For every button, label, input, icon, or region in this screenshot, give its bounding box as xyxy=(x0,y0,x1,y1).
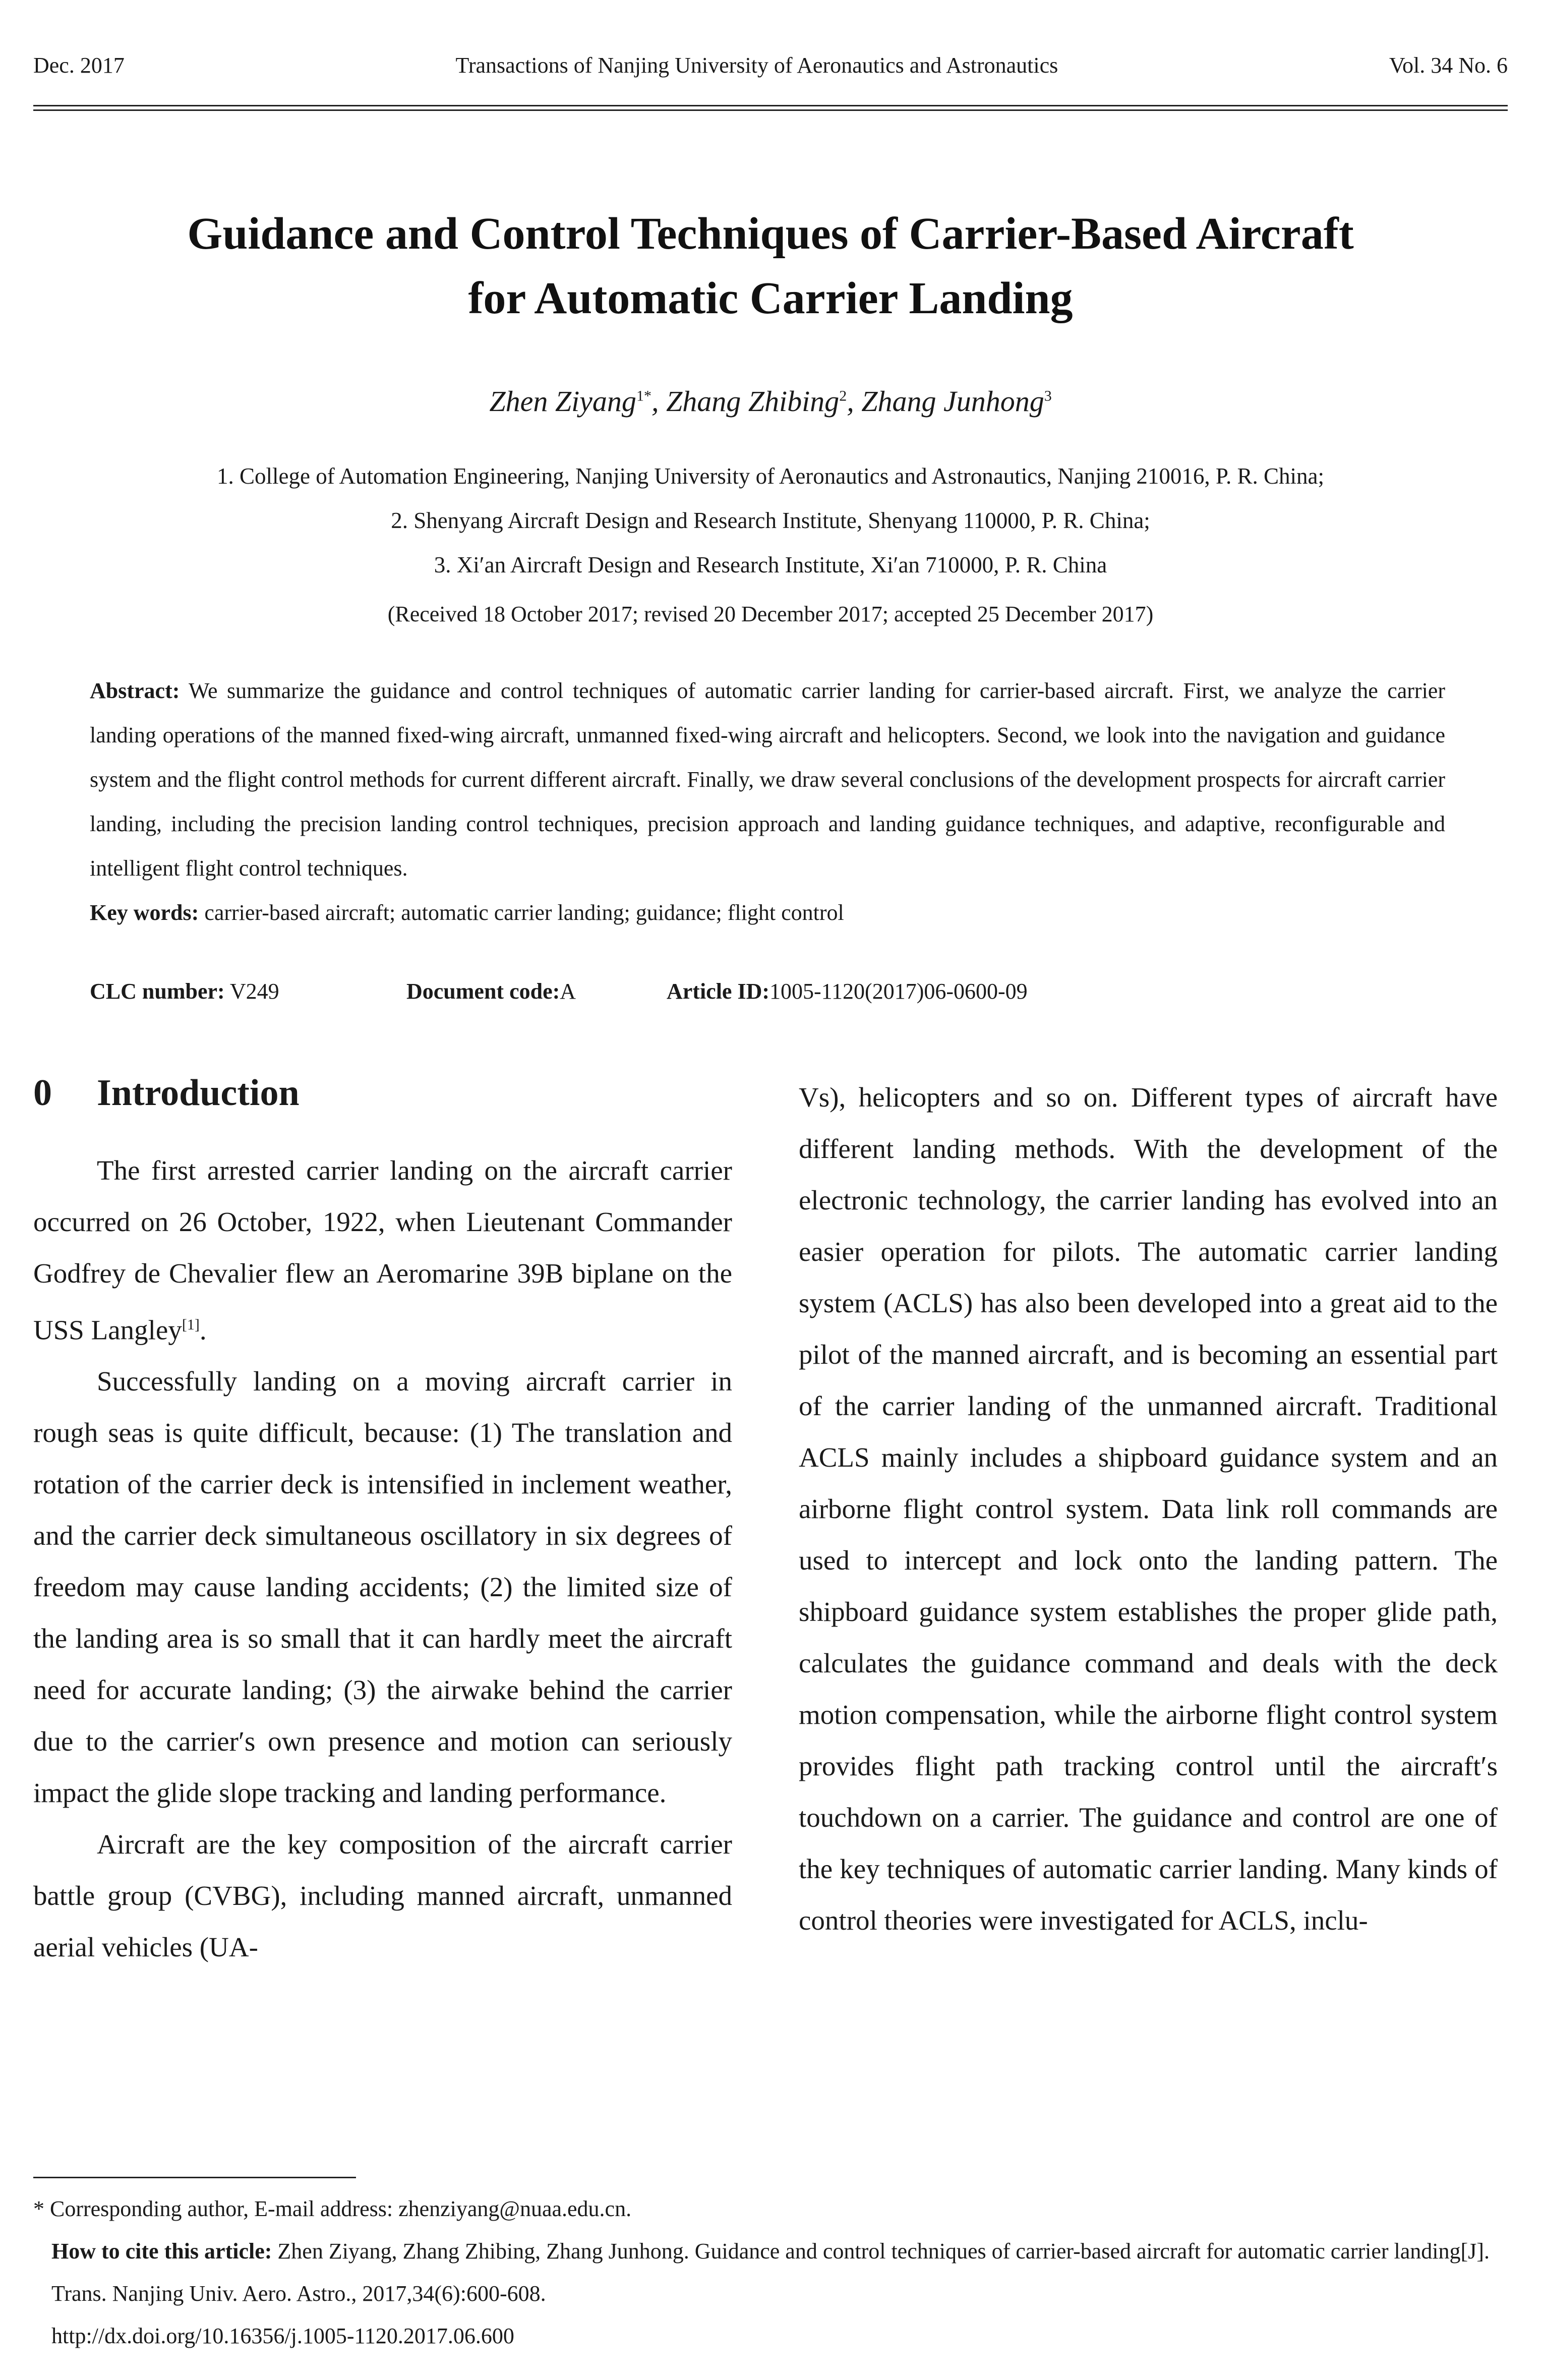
right-column xyxy=(799,1072,1498,1946)
affiliations xyxy=(20,454,1521,587)
journal-name: Transactions of Nanjing University of Aeronautics and Astronautics xyxy=(455,53,1058,78)
author-affiliation-mark: 1* xyxy=(636,387,651,404)
clc-number xyxy=(90,978,279,1004)
header-rule-bottom xyxy=(33,109,1508,111)
keywords-text: carrier-based aircraft; automatic carrier landing; guidance; flight control xyxy=(204,900,844,925)
paragraph-text: The first arrested carrier landing on the aircraft carrier occurred on 26 October, 1922, when Lieutenant Commander Godfrey de Chevalier flew an Aeromarine 39B biplane on the USS Langley xyxy=(33,1155,732,1346)
paragraph xyxy=(33,1145,732,1356)
title-line-1: Guidance and Control Techniques of Carrier-Based Aircraft xyxy=(187,209,1354,259)
clc-label: CLC number: xyxy=(90,979,225,1004)
paper-title xyxy=(76,202,1465,331)
section-title: Introduction xyxy=(97,1072,300,1114)
article-id xyxy=(667,978,1028,1004)
cite-text: Zhen Ziyang, Zhang Zhibing, Zhang Junhong. Guidance and control techniques of carrier-based aircraft for automatic carrier landing[J]. Trans. Nanjing Univ. Aero. Astro., 2017,34(6):600-608. xyxy=(51,2239,1490,2306)
author-name: Zhang Junhong xyxy=(861,385,1044,418)
affiliation-1: 1. College of Automation Engineering, Nanjing University of Aeronautics and Astronautics, Nanjing 210016, P. R. China; xyxy=(217,463,1324,489)
document-code-value: A xyxy=(560,979,576,1004)
keywords xyxy=(90,891,1445,935)
author-affiliation-mark: 2 xyxy=(839,387,847,404)
paragraph: Vs), helicopters and so on. Different types of aircraft have different landing methods. With the development of the electronic technology, the carrier landing has evolved into an easier operation for pilots. The automatic carrier landing system (ACLS) has also been developed into a great aid to the pilot of the manned aircraft, and is becoming an essential part of the carrier landing of the unmanned aircraft. Traditional ACLS mainly includes a shipboard guidance system and an airborne flight control system. Data link roll commands are used to intercept and lock onto the landing pattern. The shipboard guidance system establishes the proper glide path, calculates the guidance command and deals with the deck motion compensation, while the airborne flight control system provides flight path tracking control until the aircraft′s touchdown on a carrier. The guidance and control are one of the key techniques of automatic carrier landing. Many kinds of control theories were investigated for ACLS, inclu- xyxy=(799,1082,1498,1936)
volume-number: Vol. 34 No. 6 xyxy=(1389,53,1508,78)
keywords-label: Key words: xyxy=(90,900,199,925)
affiliation-2: 2. Shenyang Aircraft Design and Research Institute, Shenyang 110000, P. R. China; xyxy=(391,508,1150,533)
citation-note xyxy=(33,2230,1496,2315)
section-number: 0 xyxy=(33,1072,52,1114)
left-column xyxy=(33,1145,732,1973)
paragraph: Aircraft are the key composition of the aircraft carrier battle group (CVBG), including manned aircraft, unmanned aerial vehicles (UA- xyxy=(33,1829,732,1963)
title-line-2: for Automatic Carrier Landing xyxy=(468,273,1073,323)
abstract-text: We summarize the guidance and control techniques of automatic carrier landing for carrier-based aircraft. First, we analyze the carrier landing operations of the manned fixed-wing aircraft, unmanned fixed-wing aircraft and helicopters. Second, we look into the navigation and guidance system and the flight control methods for current different aircraft. Finally, we draw several conclusions of the development prospects for aircraft carrier landing, including the precision landing control techniques, precision approach and landing guidance techniques, and adaptive, reconfigurable and intelligent flight control techniques. xyxy=(90,678,1445,881)
corresponding-author-note: * Corresponding author, E-mail address: zhenziyang@nuaa.edu.cn. xyxy=(33,2196,632,2221)
issue-date: Dec. 2017 xyxy=(33,53,125,78)
article-id-label: Article ID: xyxy=(667,979,770,1004)
header-rule-top xyxy=(33,105,1508,106)
running-header xyxy=(33,52,1508,78)
paragraph-end: . xyxy=(199,1314,207,1346)
footnotes xyxy=(33,2188,1496,2357)
citation-ref: [1] xyxy=(182,1316,200,1333)
author-affiliation-mark: 3 xyxy=(1044,387,1052,404)
author-name: Zhang Zhibing xyxy=(666,385,840,418)
abstract xyxy=(90,669,1445,935)
doi-link[interactable]: http://dx.doi.org/10.16356/j.1005-1120.2017.06.600 xyxy=(51,2324,514,2348)
abstract-label: Abstract: xyxy=(90,678,180,703)
cite-label: How to cite this article: xyxy=(51,2239,272,2263)
footnote-rule xyxy=(33,2177,356,2178)
document-code-label: Document code: xyxy=(406,979,560,1004)
clc-value: V249 xyxy=(229,979,279,1004)
author-name: Zhen Ziyang xyxy=(489,385,636,418)
article-id-value: 1005-1120(2017)06-0600-09 xyxy=(769,979,1028,1004)
section-heading xyxy=(33,1072,300,1115)
document-code xyxy=(406,978,576,1004)
paragraph: Successfully landing on a moving aircraft carrier in rough seas is quite difficult, because: (1) The translation and rotation of the carrier deck is intensified in inclement weather, and the carrier deck simultaneous oscillatory in six degrees of freedom may cause landing accidents; (2) the limited size of the landing area is so small that it can hardly meet the aircraft need for accurate landing; (3) the airwake behind the carrier due to the carrier′s own presence and motion can seriously impact the glide slope tracking and landing performance. xyxy=(33,1366,732,1809)
author-list: Zhen Ziyang$^{1*}$, Zhang Zhibing$^2$, Zhang Junhong$^3$ xyxy=(489,385,1052,418)
affiliation-3: 3. Xi′an Aircraft Design and Research Institute, Xi′an 710000, P. R. China xyxy=(434,552,1107,577)
received-dates: (Received 18 October 2017; revised 20 December 2017; accepted 25 December 2017) xyxy=(387,602,1154,626)
